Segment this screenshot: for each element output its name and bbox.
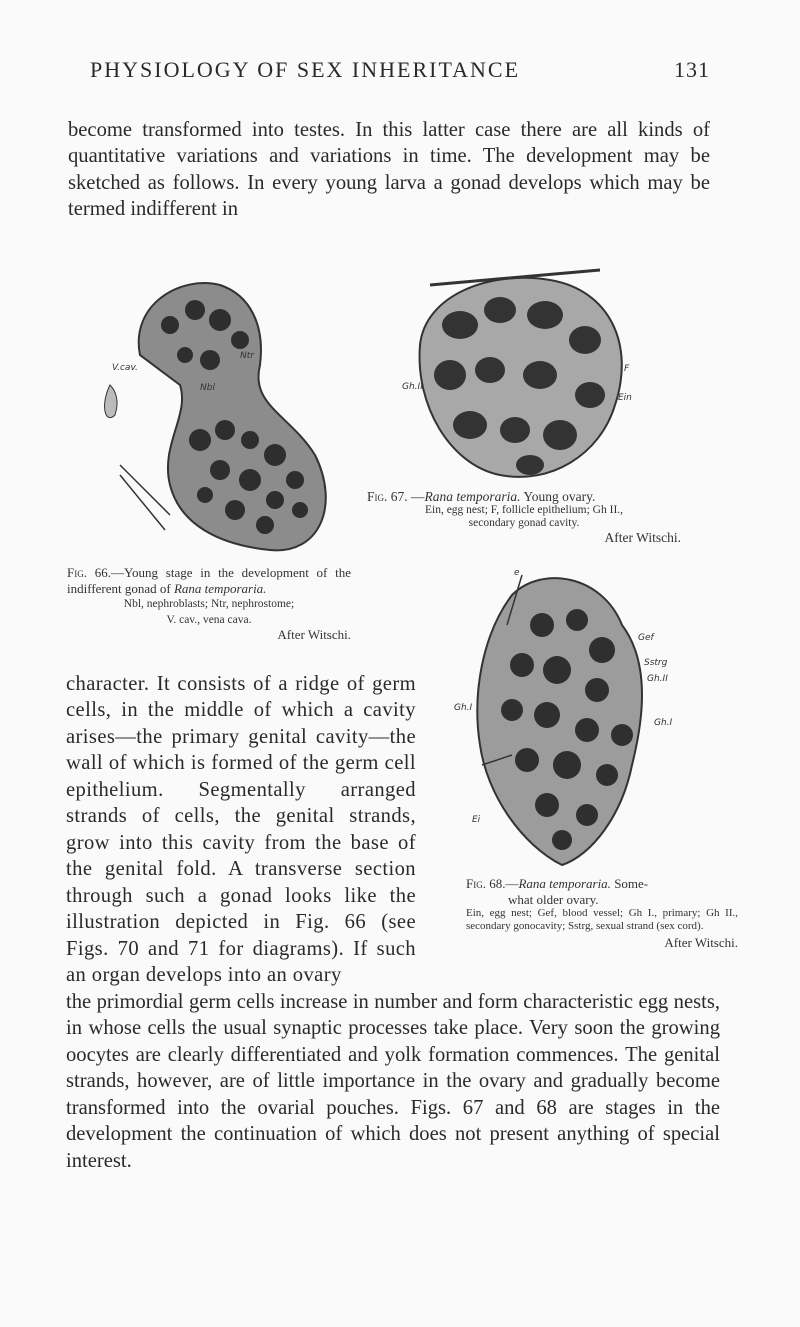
paragraph-ovary-development: the primordial germ cells increase in number and form characteristic egg nests, in whose cells the usual synaptic processes take place. Very soon the growing oocytes are clearly differentiated and yolk formation commences. The genital strands, however, are of little importance in the ovary and gradually become transformed into the ovarial pouches. Figs. 67 and 68 are stages in the development the continuation of which does not present anything of special interest. (66, 990, 720, 1172)
label-f: F (624, 364, 630, 374)
figure-68-illustration (452, 565, 692, 870)
label-ghii: Gh.II (402, 382, 423, 392)
label-ghii-68: Gh.II (647, 674, 668, 684)
figure-67-caption: Fig. 67. —Rana temporaria. Young ovary. Ein, egg nest; F, follicle epithelium; Gh II., secondary gonad cavity. After Witschi. (367, 489, 681, 545)
label-nbl: Nbl (200, 383, 215, 393)
running-header (90, 57, 710, 83)
label-ntr: Ntr (240, 351, 254, 361)
figure-67-illustration (400, 265, 640, 490)
page-number: 131 (674, 57, 710, 82)
label-sstrg: Sstrg (644, 658, 668, 668)
label-gef: Gef (638, 633, 654, 643)
paragraph-intro: become transformed into testes. In this latter case there are all kinds of quantitative variations and variations in time. The development may be sketched as follows. In every young larva a gonad develops which may be termed indifferent in (68, 118, 710, 221)
figure-66-illustration (100, 265, 350, 565)
label-ghi-left: Gh.I (454, 703, 473, 713)
paragraph-indifferent-gonad: character. It consists of a ridge of germ cells, in the middle of which a cavity arises—the primary genital cavity—the wall of which is formed of the germ cell epithelium. Segmentally arranged strands of cells, the genital strands, grow into this cavity from the base of the genital fold. A transverse section through such a gonad looks like the illustration depicted in Fig. 66 (see Figs. 70 and 71 for diagrams). If such an organ develops into an ovary (66, 672, 416, 987)
label-e: e (514, 568, 520, 578)
figure-68-caption: Fig. 68.—Rana temporaria. Some- what older ovary. Ein, egg nest; Gef, blood vessel; Gh I., primary; Gh II., secondary gonocavity; Sstrg, sexual strand (sex cord). After Witschi. (466, 876, 738, 950)
label-ghi: Gh.I (654, 718, 673, 728)
figure-66-caption: Fig. 66.—Young stage in the development of the indifferent gonad of Rana temporaria. Nbl, nephroblasts; Ntr, nephrostome; V. cav., vena cava. After Witschi. (67, 565, 351, 642)
label-vcav: V.cav. (112, 363, 138, 373)
label-ein: Ein (618, 393, 632, 403)
running-title: PHYSIOLOGY OF SEX INHERITANCE (90, 57, 521, 82)
label-ei: Ei (472, 815, 481, 825)
